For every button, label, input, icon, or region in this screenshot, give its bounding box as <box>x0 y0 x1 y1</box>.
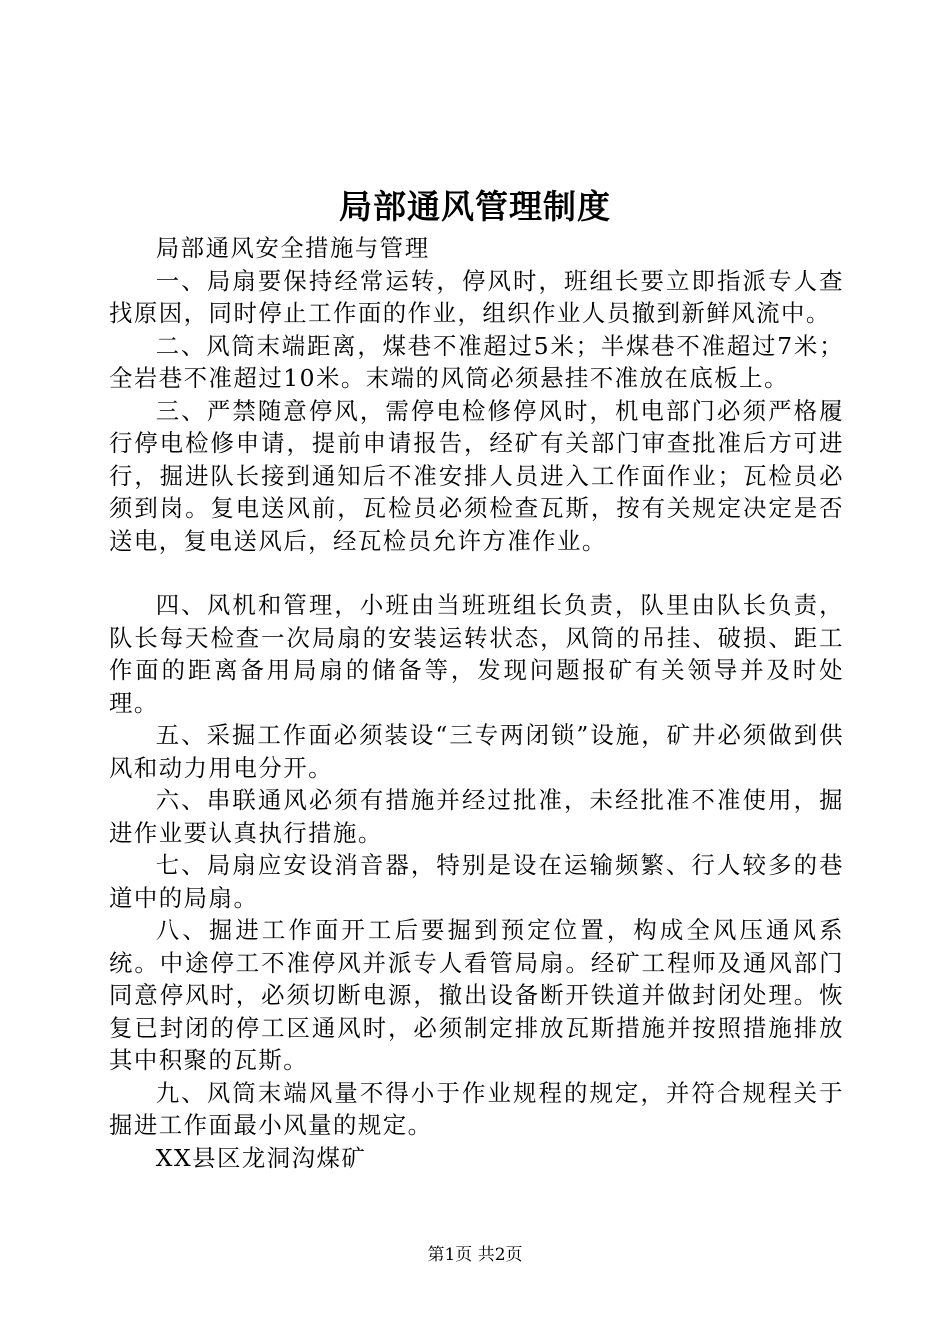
rule-paragraph-7: 七、局扇应安设消音器，特别是设在运输频繁、行人较多的巷道中的局扇。 <box>109 851 844 912</box>
page-number-footer: 第1页 共2页 <box>427 1245 523 1265</box>
rule-paragraph-1: 一、局扇要保持经常运转，停风时，班组长要立即指派专人查找原因，同时停止工作面的作业，组织作业人员撤到新鲜风流中。 <box>109 266 844 327</box>
section-heading: 局部通风安全措施与管理 <box>155 234 430 262</box>
rule-paragraph-6: 六、串联通风必须有措施并经过批准，未经批准不准使用，掘进作业要认真执行措施。 <box>109 786 844 847</box>
organization-signature: XX县区龙洞沟煤矿 <box>155 1143 367 1172</box>
rule-paragraph-2: 二、风筒末端距离，煤巷不准超过5米；半煤巷不准超过7米；全岩巷不准超过10米。末端的风筒必须悬挂不准放在底板上。 <box>109 331 844 392</box>
document-body <box>109 232 844 1174</box>
rule-paragraph-5: 五、采掘工作面必须装设“三专两闭锁”设施，矿井必须做到供风和动力用电分开。 <box>109 721 844 782</box>
document-title: 局部通风管理制度 <box>339 187 611 226</box>
rule-paragraph-3: 三、严禁随意停风，需停电检修停风时，机电部门必须严格履行停电检修申请，提前申请报告，经矿有关部门审查批准后方可进行，掘进队长接到通知后不准安排人员进入工作面作业；瓦检员必须到岗。复电送风前，瓦检员必须检查瓦斯，按有关规定决定是否送电，复电送风后，经瓦检员允许方准作业。 <box>109 396 844 555</box>
rule-paragraph-8: 八、掘进工作面开工后要掘到预定位置，构成全风压通风系统。中途停工不准停风并派专人看管局扇。经矿工程师及通风部门同意停风时，必须切断电源，撤出设备断开铁道并做封闭处理。恢复已封闭的停工区通风时，必须制定排放瓦斯措施并按照措施排放其中积聚的瓦斯。 <box>109 916 844 1074</box>
rule-paragraph-4: 四、风机和管理，小班由当班班组长负责，队里由队长负责，队长每天检查一次局扇的安装运转状态，风筒的吊挂、破损、距工作面的距离备用局扇的储备等，发现问题报矿有关领导并及时处理。 <box>109 591 844 717</box>
rule-paragraph-9: 九、风筒末端风量不得小于作业规程的规定，并符合规程关于掘进工作面最小风量的规定。 <box>109 1078 844 1139</box>
